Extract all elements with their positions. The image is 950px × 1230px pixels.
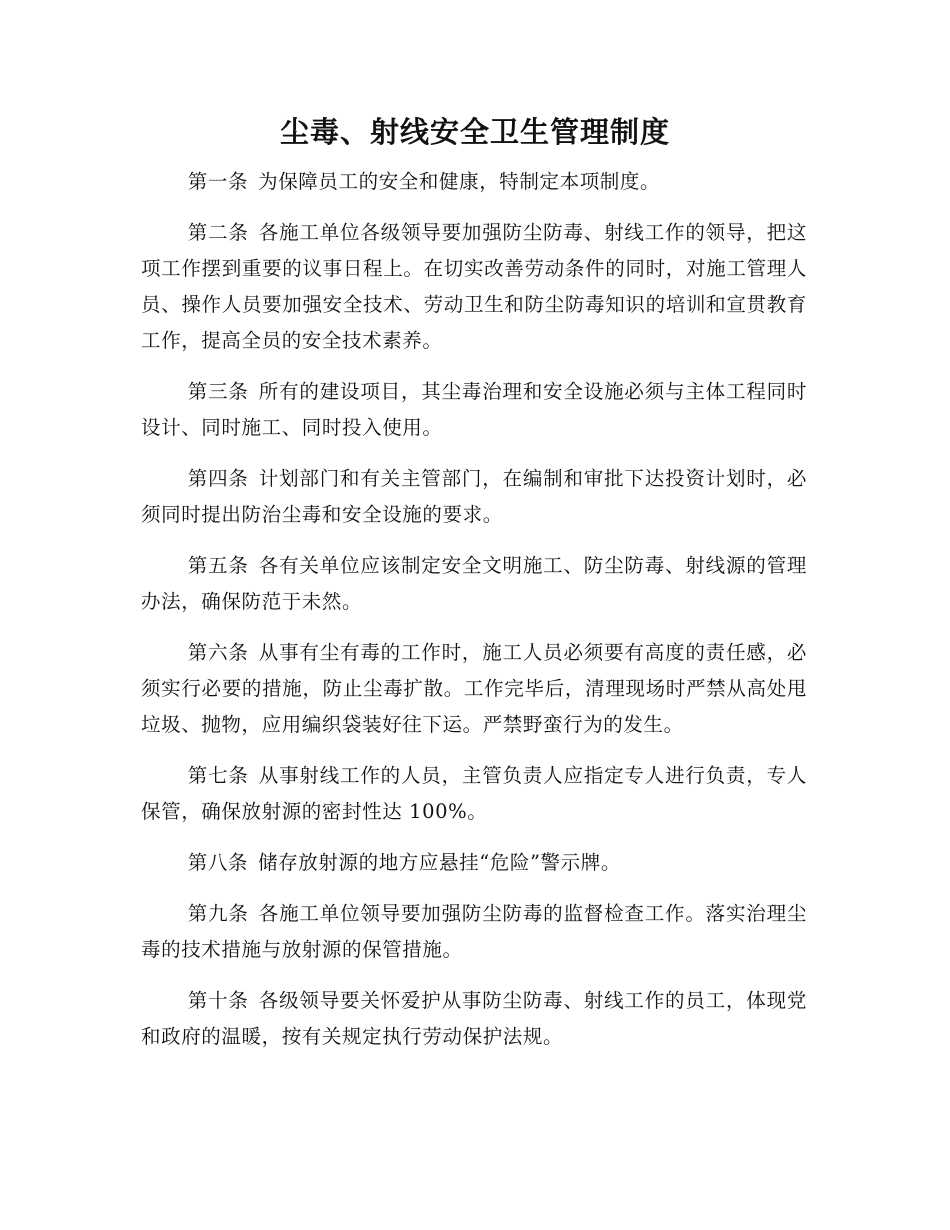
article-text: 计划部门和有关主管部门，在编制和审批下达投资计划时，必须同时提出防治尘毒和安全设施的要求。 [141, 467, 807, 526]
article-label: 第九条 [187, 902, 249, 925]
article-7 [141, 758, 807, 830]
article-1 [141, 164, 807, 200]
article-6 [141, 635, 807, 743]
article-text: 所有的建设项目，其尘毒治理和安全设施必须与主体工程同时设计、同时施工、同时投入使用。 [141, 380, 807, 439]
document-title: 尘毒、射线安全卫生管理制度 [279, 115, 670, 149]
article-label: 第十条 [187, 989, 249, 1012]
article-text: 储存放射源的地方应悬挂“危险”警示牌。 [258, 851, 621, 874]
article-8 [141, 845, 807, 881]
article-label: 第八条 [187, 851, 249, 874]
article-text: 各施工单位各级领导要加强防尘防毒、射线工作的领导，把这项工作摆到重要的议事日程上。在切实改善劳动条件的同时，对施工管理人员、操作人员要加强安全技术、劳动卫生和防尘防毒知识的培训和宣贯教育工作，提高全员的安全技术素养。 [141, 221, 807, 352]
article-5 [141, 548, 807, 620]
article-10 [141, 983, 807, 1055]
article-label: 第七条 [187, 764, 249, 787]
article-text: 从事射线工作的人员，主管负责人应指定专人进行负责，专人保管，确保放射源的密封性达 100%。 [141, 764, 807, 823]
article-label: 第一条 [187, 170, 249, 193]
article-text: 各有关单位应该制定安全文明施工、防尘防毒、射线源的管理办法，确保防范于未然。 [141, 554, 807, 613]
article-4 [141, 461, 807, 533]
article-text: 各施工单位领导要加强防尘防毒的监督检查工作。落实治理尘毒的技术措施与放射源的保管措施。 [141, 902, 807, 961]
article-label: 第五条 [187, 554, 249, 577]
document-body [141, 164, 807, 1070]
article-text: 各级领导要关怀爱护从事防尘防毒、射线工作的员工，体现党和政府的温暖，按有关规定执行劳动保护法规。 [141, 989, 807, 1048]
article-3 [141, 374, 807, 446]
article-label: 第四条 [187, 467, 249, 490]
article-9 [141, 896, 807, 968]
article-text: 为保障员工的安全和健康，特制定本项制度。 [258, 170, 661, 193]
article-text: 从事有尘有毒的工作时，施工人员必须要有高度的责任感，必须实行必要的措施，防止尘毒扩散。工作完毕后，清理现场时严禁从高处甩垃圾、抛物，应用编织袋装好往下运。严禁野蛮行为的发生。 [141, 641, 807, 736]
article-2 [141, 215, 807, 359]
article-label: 第六条 [187, 641, 249, 664]
article-label: 第三条 [187, 380, 249, 403]
article-label: 第二条 [187, 221, 249, 244]
